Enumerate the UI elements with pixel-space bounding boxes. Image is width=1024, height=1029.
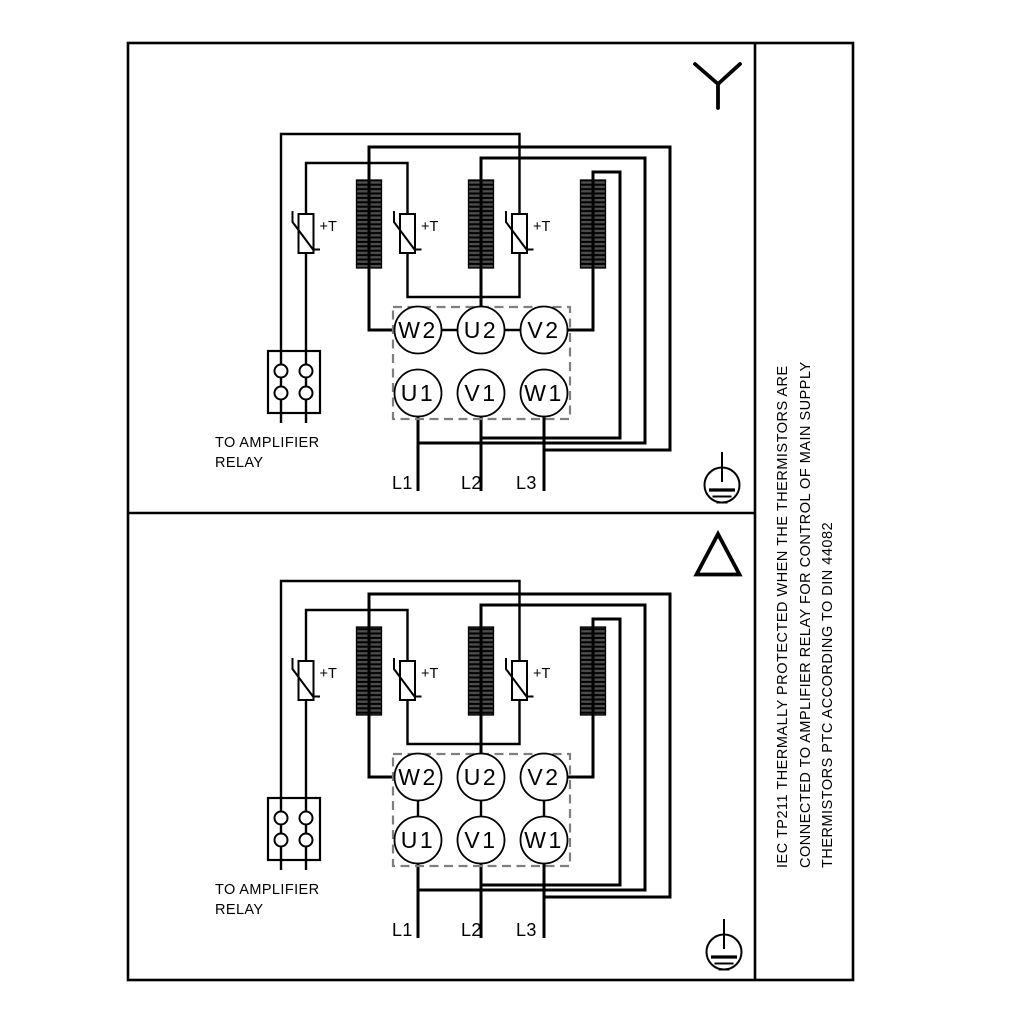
thermistor-label: +T <box>533 666 551 682</box>
terminal-label: W2 <box>398 317 438 343</box>
relay-terminal <box>275 365 288 378</box>
relay-connector <box>268 351 320 413</box>
relay-caption: RELAY <box>215 455 264 471</box>
thermistor-label: +T <box>533 219 551 235</box>
delta-panel <box>215 534 742 970</box>
relay-terminal <box>300 834 313 847</box>
delta-row-links <box>418 801 544 817</box>
thermistor-link-wire <box>408 253 520 297</box>
terminal-board <box>393 307 570 420</box>
supply-label-l3: L3 <box>516 920 537 940</box>
star-panel <box>215 64 740 503</box>
terminal-label: W1 <box>524 827 564 853</box>
side-note <box>775 361 836 868</box>
relay-connector <box>268 798 320 860</box>
side-note-line-2: CONNECTED TO AMPLIFIER RELAY FOR CONTROL OF MAIN SUPPLY <box>798 361 814 868</box>
supply-label-l1: L1 <box>392 473 413 493</box>
terminal-label: U1 <box>400 380 436 406</box>
relay-terminal <box>275 387 288 400</box>
terminal-label: U1 <box>400 827 436 853</box>
terminal-label: W2 <box>398 764 438 790</box>
relay-terminal <box>300 387 313 400</box>
star-connection-icon <box>695 64 740 108</box>
ground-icon <box>707 919 742 970</box>
supply-label-l3: L3 <box>516 473 537 493</box>
supply-label-l1: L1 <box>392 920 413 940</box>
ground-icon <box>705 452 740 503</box>
relay-terminal <box>275 812 288 825</box>
terminal-label: W1 <box>524 380 564 406</box>
terminal-label: V2 <box>527 764 561 790</box>
relay-terminal <box>275 834 288 847</box>
terminal-label: V1 <box>464 827 498 853</box>
relay-caption: RELAY <box>215 902 264 918</box>
thermistor-label: +T <box>319 666 337 682</box>
relay-terminal <box>300 365 313 378</box>
terminal-label: V2 <box>527 317 561 343</box>
terminal-label: V1 <box>464 380 498 406</box>
thermistor-label: +T <box>319 219 337 235</box>
relay-connector-box <box>268 351 320 413</box>
thermistor-label: +T <box>421 219 439 235</box>
supply-label-l2: L2 <box>461 920 482 940</box>
relay-caption: TO AMPLIFIER <box>215 882 320 898</box>
thermistor-link-wire <box>408 700 520 744</box>
delta-connection-icon <box>697 534 740 575</box>
relay-caption: TO AMPLIFIER <box>215 435 320 451</box>
side-note-line-3: THERMISTORS PTC ACCORDING TO DIN 44082 <box>820 521 836 868</box>
supply-label-l2: L2 <box>461 473 482 493</box>
thermistor-label: +T <box>421 666 439 682</box>
terminal-label: U2 <box>463 317 499 343</box>
terminal-label: U2 <box>463 764 499 790</box>
relay-terminal <box>300 812 313 825</box>
side-note-line-1: IEC TP211 THERMALLY PROTECTED WHEN THE THERMISTORS ARE <box>775 365 791 868</box>
relay-connector-box <box>268 798 320 860</box>
